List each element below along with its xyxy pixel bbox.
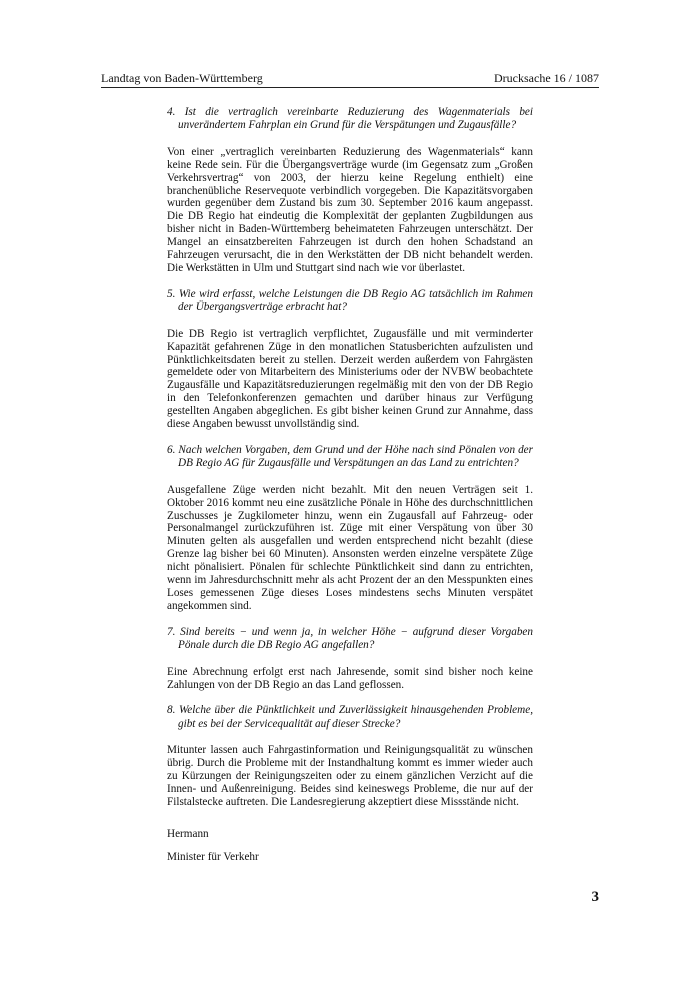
signature-name: Hermann (167, 827, 209, 840)
answer: Ausgefallene Züge werden nicht bezahlt. Mit den neuen Verträgen seit 1. Oktober 2016 kommt neu eine zusätzliche Pönale in Höhe des durchschnittlichen Zuschusses je Zugkilometer hinzu, wenn ein Zugausfall auf Fahrzeug- oder Personalmangel zurückzuführen ist. Züge mit einer Verspätung von über 30 Minuten gelten als ausgefallen und werden entsprechend nicht bezahlt (diese Grenze lag bisher bei 60 Minuten). Ansonsten werden einzelne verspätete Züge nicht pönalisiert. Pönalen für schlechte Pünktlichkeit sind dann zu entrichten, wenn im Jahresdurchschnitt mehr als acht Prozent der an den Messpunkten eines Loses gemessenen Züge dieses Loses mindestens sechs Minuten verspätet angekommen sind. (167, 483, 533, 612)
signature-title: Minister für Verkehr (167, 850, 259, 863)
qa-section (167, 704, 533, 808)
header-left: Landtag von Baden-Württemberg (101, 71, 263, 85)
question: 4. Ist die vertraglich vereinbarte Reduzierung des Wagenmaterials bei unverändertem Fahrplan ein Grund für die Verspätungen und Zugausfälle? (167, 106, 533, 132)
answer: Von einer „vertraglich vereinbarten Reduzierung des Wagenmaterials“ kann keine Rede sein. Für die Übergangsverträge wurde (im Gegensatz zum „Großen Verkehrsvertrag“ von 2003, der hierzu keine Regelung enthielt) eine branchenübliche Reservequote verbindlich vorgegeben. Die Kapazitätsvorgaben wurden gegenüber dem Zustand bis zum 30. September 2016 kaum angepasst. Die DB Regio hat eindeutig die Komplexität der geplanten Zugbildungen aus bisher nicht in Baden-Württemberg beheimateten Fahrzeugen unterschätzt. Der Mangel an einsatzbereiten Fahrzeugen ist durch den hohen Schadstand an Fahrzeugen verursacht, die in den Werkstätten der DB nicht behandelt werden. Die Werkstätten in Ulm und Stuttgart sind nach wie vor überlastet. (167, 145, 533, 274)
header-right: Drucksache 16 / 1087 (494, 71, 599, 85)
qa-section (167, 288, 533, 431)
qa-section (167, 106, 533, 275)
qa-section (167, 444, 533, 613)
header-rule (101, 87, 599, 88)
question: 6. Nach welchen Vorgaben, dem Grund und der Höhe nach sind Pönalen von der DB Regio AG für Zugausfälle und Verspätungen an das Land zu entrichten? (167, 443, 533, 470)
question: 5. Wie wird erfasst, welche Leistungen die DB Regio AG tatsächlich im Rahmen der Übergangsverträge erbracht hat? (167, 287, 533, 314)
qa-section (167, 626, 533, 692)
answer: Die DB Regio ist vertraglich verpflichtet, Zugausfälle und mit verminderter Kapazität gefahrenen Züge in den monatlichen Statusberichten aufzulisten und Pünktlichkeitsdaten bereit zu stellen. Derzeit werden außerdem von Fahrgästen gemeldete oder von Mitarbeitern des Ministeriums oder der NVBW beobachtete Zugausfälle und Kapazitätsreduzierungen regelmäßig mit den von der DB Regio in den Telefonkonferenzen gemachten und darüber hinaus zur Verfügung gestellten Angaben abgeglichen. Es gibt bisher keinen Grund zur Annahme, dass diese Angaben bewusst unvollständig sind. (167, 327, 533, 431)
page-number: 3 (591, 889, 599, 905)
answer: Eine Abrechnung erfolgt erst nach Jahresende, somit sind bisher noch keine Zahlungen von der DB Regio an das Land geflossen. (167, 665, 533, 691)
document-body (167, 106, 533, 864)
question: 8. Welche über die Pünktlichkeit und Zuverlässigkeit hinausgehenden Probleme, gibt es bei der Servicequalität auf dieser Strecke? (167, 704, 533, 730)
question: 7. Sind bereits − und wenn ja, in welcher Höhe − aufgrund dieser Vorgaben Pönale durch die DB Regio AG angefallen? (167, 625, 533, 652)
answer: Mitunter lassen auch Fahrgastinformation und Reinigungsqualität zu wünschen übrig. Durch die Probleme mit der Instandhaltung kommt es immer wieder auch zu Kürzungen der Reinigungszeiten oder zu einem gänzlichen Verzicht auf die Innen- und Außenreinigung. Beides sind keineswegs Probleme, die nur auf der Filstalstecke auftreten. Die Landesregierung akzeptiert diese Missstände nicht. (167, 744, 533, 808)
page-header (101, 71, 599, 85)
